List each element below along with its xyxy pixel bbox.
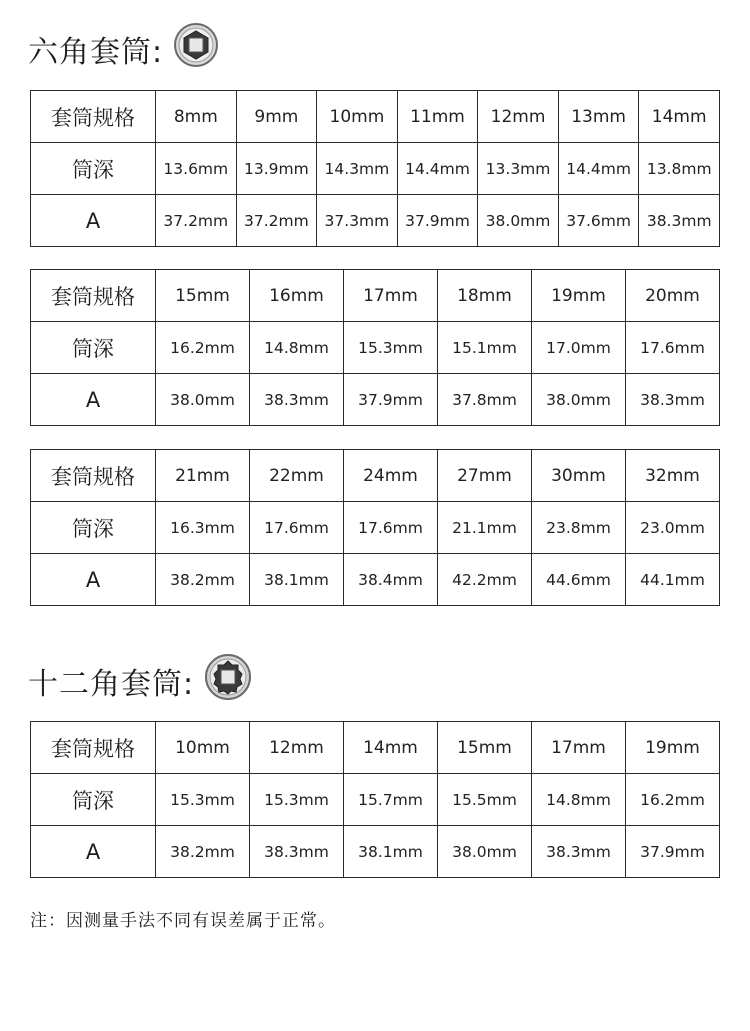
a-cell: 38.1mm <box>344 826 438 878</box>
size-cell: 11mm <box>397 91 478 143</box>
row-header-a: A <box>31 826 156 878</box>
depth-cell: 17.6mm <box>250 502 344 554</box>
size-cell: 17mm <box>344 270 438 322</box>
row-header-a: A <box>31 374 156 426</box>
depth-cell: 14.4mm <box>558 143 639 195</box>
depth-cell: 16.3mm <box>156 502 250 554</box>
depth-cell: 17.6mm <box>344 502 438 554</box>
depth-cell: 13.9mm <box>236 143 317 195</box>
table-row <box>31 774 720 826</box>
depth-cell: 15.7mm <box>344 774 438 826</box>
size-cell: 14mm <box>344 722 438 774</box>
twelve-point-section-title-text: 十二角套筒: <box>28 667 195 702</box>
row-header-depth: 筒深 <box>31 774 156 826</box>
a-cell: 37.2mm <box>156 195 237 247</box>
hex-socket-icon <box>173 22 219 76</box>
hex-table-1 <box>30 90 720 247</box>
size-cell: 15mm <box>156 270 250 322</box>
row-header-a: A <box>31 195 156 247</box>
depth-cell: 16.2mm <box>156 322 250 374</box>
size-cell: 16mm <box>250 270 344 322</box>
size-cell: 13mm <box>558 91 639 143</box>
size-cell: 12mm <box>250 722 344 774</box>
size-cell: 15mm <box>438 722 532 774</box>
size-cell: 20mm <box>626 270 720 322</box>
depth-cell: 14.3mm <box>317 143 398 195</box>
row-header-a: A <box>31 554 156 606</box>
a-cell: 37.8mm <box>438 374 532 426</box>
size-cell: 18mm <box>438 270 532 322</box>
a-cell: 37.9mm <box>344 374 438 426</box>
size-cell: 22mm <box>250 450 344 502</box>
depth-cell: 15.3mm <box>250 774 344 826</box>
table-row <box>31 143 720 195</box>
table-row <box>31 322 720 374</box>
depth-cell: 13.8mm <box>639 143 720 195</box>
size-cell: 32mm <box>626 450 720 502</box>
row-header-depth: 筒深 <box>31 502 156 554</box>
table-row <box>31 502 720 554</box>
row-header-size: 套筒规格 <box>31 91 156 143</box>
depth-cell: 13.3mm <box>478 143 559 195</box>
depth-cell: 15.5mm <box>438 774 532 826</box>
depth-cell: 15.3mm <box>156 774 250 826</box>
hex-table-2 <box>30 269 720 426</box>
table-row <box>31 91 720 143</box>
a-cell: 38.2mm <box>156 554 250 606</box>
table-row <box>31 826 720 878</box>
twelve-point-section-title <box>28 653 252 709</box>
a-cell: 38.0mm <box>156 374 250 426</box>
size-cell: 19mm <box>532 270 626 322</box>
measurement-note: 注：因测量手法不同有误差属于正常。 <box>30 911 336 931</box>
table-row <box>31 195 720 247</box>
depth-cell: 21.1mm <box>438 502 532 554</box>
depth-cell: 13.6mm <box>156 143 237 195</box>
size-cell: 12mm <box>478 91 559 143</box>
size-cell: 21mm <box>156 450 250 502</box>
a-cell: 38.0mm <box>532 374 626 426</box>
size-cell: 30mm <box>532 450 626 502</box>
a-cell: 38.3mm <box>532 826 626 878</box>
a-cell: 38.3mm <box>250 374 344 426</box>
depth-cell: 17.6mm <box>626 322 720 374</box>
a-cell: 38.3mm <box>626 374 720 426</box>
row-header-size: 套筒规格 <box>31 450 156 502</box>
size-cell: 24mm <box>344 450 438 502</box>
hex-section-title-text: 六角套筒: <box>28 35 164 70</box>
hex-table-3 <box>30 449 720 606</box>
a-cell: 38.3mm <box>250 826 344 878</box>
a-cell: 38.0mm <box>438 826 532 878</box>
depth-cell: 14.4mm <box>397 143 478 195</box>
a-cell: 37.9mm <box>397 195 478 247</box>
table-row <box>31 554 720 606</box>
table-row <box>31 450 720 502</box>
row-header-depth: 筒深 <box>31 322 156 374</box>
size-cell: 27mm <box>438 450 532 502</box>
table-row <box>31 374 720 426</box>
row-header-depth: 筒深 <box>31 143 156 195</box>
depth-cell: 15.1mm <box>438 322 532 374</box>
size-cell: 19mm <box>626 722 720 774</box>
a-cell: 38.2mm <box>156 826 250 878</box>
a-cell: 38.1mm <box>250 554 344 606</box>
a-cell: 42.2mm <box>438 554 532 606</box>
a-cell: 44.6mm <box>532 554 626 606</box>
size-cell: 10mm <box>317 91 398 143</box>
a-cell: 37.3mm <box>317 195 398 247</box>
depth-cell: 14.8mm <box>532 774 626 826</box>
depth-cell: 23.8mm <box>532 502 626 554</box>
size-cell: 17mm <box>532 722 626 774</box>
depth-cell: 17.0mm <box>532 322 626 374</box>
table-row <box>31 270 720 322</box>
a-cell: 37.2mm <box>236 195 317 247</box>
a-cell: 37.6mm <box>558 195 639 247</box>
depth-cell: 23.0mm <box>626 502 720 554</box>
twelve-point-table <box>30 721 720 878</box>
hex-section-title <box>28 22 219 76</box>
row-header-size: 套筒规格 <box>31 270 156 322</box>
twelve-point-socket-icon <box>204 653 252 709</box>
a-cell: 38.3mm <box>639 195 720 247</box>
size-cell: 14mm <box>639 91 720 143</box>
depth-cell: 16.2mm <box>626 774 720 826</box>
row-header-size: 套筒规格 <box>31 722 156 774</box>
table-row <box>31 722 720 774</box>
depth-cell: 14.8mm <box>250 322 344 374</box>
a-cell: 38.4mm <box>344 554 438 606</box>
size-cell: 8mm <box>156 91 237 143</box>
a-cell: 38.0mm <box>478 195 559 247</box>
a-cell: 37.9mm <box>626 826 720 878</box>
a-cell: 44.1mm <box>626 554 720 606</box>
size-cell: 10mm <box>156 722 250 774</box>
size-cell: 9mm <box>236 91 317 143</box>
depth-cell: 15.3mm <box>344 322 438 374</box>
